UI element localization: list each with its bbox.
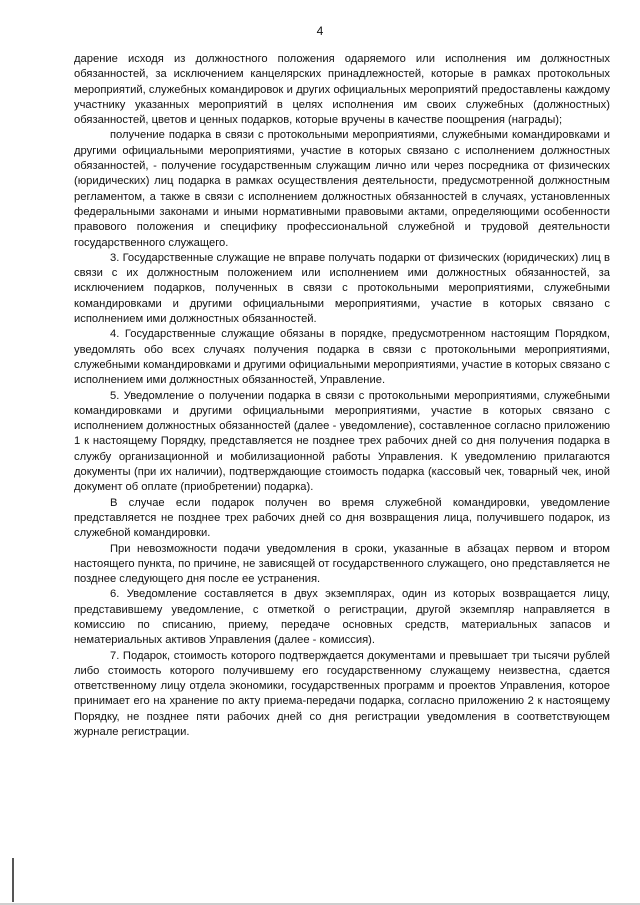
scan-margin-line — [12, 858, 14, 902]
paragraph-clause-5-business-trip: В случае если подарок получен во время служебной командировки, уведомление представляется не позднее трех рабочих дней со дня возвращения лица, получившего подарок, из служебной командировки. — [74, 496, 610, 540]
paragraph-gift-receipt-definition: получение подарка в связи с протокольными мероприятиями, служебными командировками и другими официальными мероприятиями, участие в которых связано с исполнением должностных обязанностей, - получение государственным служащим лично или через посредника от физических (юридических) лиц подарка в рамках осуществления деятельности, предусмотренной должностным регламентом, а также в связи с исполнением должностных обязанностей в случаях, установленных федеральными законами и иными нормативными правовыми актами, определяющими особенности правового положения и специфику профессиональной служебной и трудовой деятельности государственного служащего. — [74, 129, 610, 249]
paragraph-clause-5-impossibility: При невозможности подачи уведомления в сроки, указанные в абзацах первом и втором настоящего пункта, по причине, не зависящей от государственного служащего, оно представляется не позднее следующего дня после ее устранения. — [74, 542, 610, 586]
paragraph-clause-7: 7. Подарок, стоимость которого подтверждается документами и превышает три тысячи рублей либо стоимость которого получившему его государственному служащему неизвестна, сдается ответственному лицу отдела экономики, государственных программ и проектов Управления, которое принимает его на хранение по акту приема-передачи подарка, согласно приложению 2 к настоящему Порядку, не позднее пяти рабочих дней со дня регистрации уведомления в соответствующем журнале регистрации. — [74, 649, 610, 739]
paragraph-clause-5: 5. Уведомление о получении подарка в связи с протокольными мероприятиями, служебными командировками и другими официальными мероприятиями, участие в которых связано с исполнением должностных обязанностей (далее - уведомление), составленное согласно приложению 1 к настоящему Порядку, представляется не позднее трех рабочих дней со дня получения подарка в службу организационной и мобилизационной работы Управления. К уведомлению прилагаются документы (при их наличии), подтверждающие стоимость подарка (кассовый чек, товарный чек, иной документ об оплате (приобретении) подарка). — [74, 389, 610, 494]
document-body — [74, 52, 610, 740]
paragraph-clause-4: 4. Государственные служащие обязаны в порядке, предусмотренном настоящим Порядком, уведомлять обо всех случаях получения подарка в связи с протокольными мероприятиями, служебными командировками и другими официальными мероприятиями, участие в которых связано с исполнением ими должностных обязанностей, Управление. — [74, 328, 610, 387]
page-number: 4 — [316, 24, 324, 38]
paragraph-clause-3: 3. Государственные служащие не вправе получать подарки от физических (юридических) лиц в связи с их должностным положением или исполнением ими должностных обязанностей, за исключением подарков, полученных в связи с протокольными мероприятиями, служебными командировками и другими официальными мероприятиями, участие в которых связано с исполнением ими должностных обязанностей. — [74, 251, 610, 326]
paragraph-gift-definition-continued: дарение исходя из должностного положения одаряемого или исполнения им должностных обязанностей, за исключением канцелярских принадлежностей, которые в рамках протокольных мероприятий, служебных командировок и других официальных мероприятий предоставлены каждому участнику указанных мероприятий в целях исполнения им своих служебных (должностных) обязанностей, цветов и ценных подарков, которые вручены в качестве поощрения (награды); — [74, 53, 610, 127]
paragraph-clause-6: 6. Уведомление составляется в двух экземплярах, один из которых возвращается лицу, представившему уведомление, с отметкой о регистрации, другой экземпляр направляется в комиссию по списанию, приему, передаче основных средств, материальных запасов и нематериальных активов Управления (далее - комиссия). — [74, 588, 610, 647]
